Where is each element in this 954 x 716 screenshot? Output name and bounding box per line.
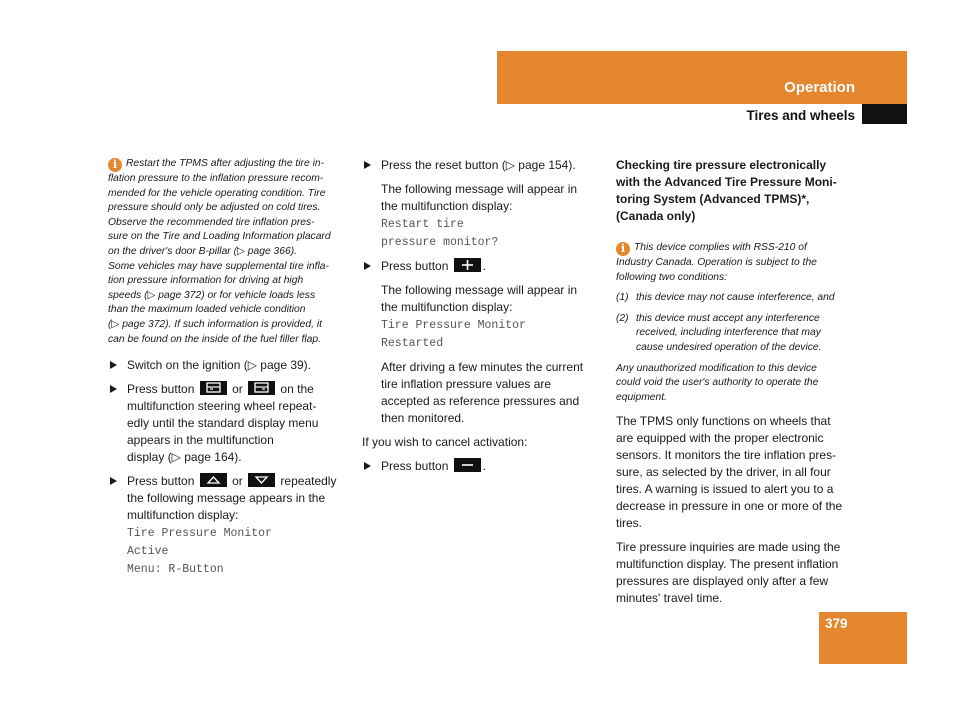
- note-line: can be found on the inside of the fuel filler flap.: [108, 333, 321, 345]
- info-icon: i: [108, 158, 122, 172]
- condition-number: (2): [616, 312, 629, 324]
- note-line: could void the user's authority to operate the: [616, 377, 819, 389]
- step-text: multifunction display:: [127, 508, 239, 523]
- body-text: pressures are displayed only after a few: [616, 574, 829, 589]
- note-line: This device complies with RSS-210 of: [634, 242, 807, 253]
- body-text: the multifunction display:: [381, 199, 513, 213]
- body-text: sure, as selected by the driver, in all four: [616, 465, 831, 480]
- note-line: equipment.: [616, 391, 667, 403]
- step-text: or: [232, 382, 243, 397]
- condition-number: (1): [616, 292, 629, 304]
- after-driving-text: [362, 359, 602, 427]
- column-2: [362, 157, 602, 482]
- minus-button-icon: [454, 458, 481, 472]
- note-line: (▷ page 372). If such information is provided, it: [108, 318, 322, 330]
- info-note: [616, 241, 858, 285]
- bullet-arrow-icon: [364, 161, 371, 169]
- note-line: pressure should only be adjusted on cold tires.: [108, 202, 321, 214]
- step-press-minus: [362, 458, 602, 475]
- note-line: Some vehicles may have supplemental tire infla-: [108, 260, 329, 272]
- body-text: tires. A warning is issued to alert you to a: [616, 482, 834, 497]
- note-line: on the driver's door B-pillar (▷ page 366).: [108, 245, 298, 257]
- note-line: speeds (▷ page 372) or for vehicle loads less: [108, 289, 316, 301]
- note-line: than the maximum loaded vehicle condition: [108, 304, 306, 316]
- body-text: After driving a few minutes the current: [381, 360, 584, 374]
- condition-text: this device may not cause interference, and: [636, 292, 835, 304]
- condition-text: this device must accept any interference: [636, 312, 820, 324]
- body-text: multifunction display. The present inflation: [616, 557, 839, 572]
- step-text: display (▷ page 164).: [127, 450, 242, 465]
- note-line: Observe the recommended tire inflation pres-: [108, 216, 315, 228]
- tpms-function-paragraph: [616, 413, 858, 532]
- note-line: Any unauthorized modification to this device: [616, 362, 817, 374]
- body-text: sensors. It monitors the tire inflation pres-: [616, 448, 837, 463]
- arrow-down-button-icon: [248, 473, 275, 487]
- display-message-line: Tire Pressure Monitor: [381, 319, 526, 332]
- info-note: [108, 157, 348, 347]
- body-text: then monitored.: [381, 411, 465, 425]
- message-description: [362, 181, 602, 251]
- column-1: [108, 157, 348, 585]
- step-text: edly until the standard display menu: [127, 416, 319, 431]
- section-heading: [616, 157, 858, 225]
- note-line: sure on the Tire and Loading Information placard: [108, 231, 331, 243]
- step-text: Press the reset button (▷ page 154).: [381, 158, 576, 172]
- condition-text: received, including interference that may: [636, 327, 821, 339]
- condition-item: [616, 291, 858, 306]
- bullet-arrow-icon: [364, 462, 371, 470]
- bullet-arrow-icon: [110, 361, 117, 369]
- condition-item: [616, 312, 858, 356]
- step-text: Press button: [381, 459, 449, 473]
- step-press-display-buttons: [108, 381, 348, 466]
- body-text: Tire pressure inquiries are made using the: [616, 540, 841, 555]
- condition-text: cause undesired operation of the device.: [636, 341, 822, 353]
- plus-button-icon: [454, 258, 481, 272]
- body-text: are equipped with the proper electronic: [616, 431, 824, 446]
- heading-line: with the Advanced Tire Pressure Moni-: [616, 175, 837, 189]
- display-message-line: Restarted: [381, 337, 444, 350]
- body-text: minutes' travel time.: [616, 591, 723, 606]
- display-message-line: Tire Pressure Monitor: [127, 527, 272, 541]
- info-icon: i: [616, 242, 630, 256]
- step-text: Press button: [127, 382, 195, 397]
- column-3: [616, 157, 858, 614]
- section-title: Operation: [784, 79, 855, 96]
- step-text: multifunction steering wheel repeat-: [127, 399, 317, 414]
- message-description: [362, 282, 602, 352]
- note-line: following two conditions:: [616, 271, 728, 283]
- heading-line: toring System (Advanced TPMS)*,: [616, 192, 810, 206]
- step-switch-ignition: [108, 357, 348, 374]
- body-text: accepted as reference pressures and: [381, 394, 580, 408]
- step-press-up-down-buttons: [108, 473, 348, 578]
- body-text: The TPMS only functions on wheels that: [616, 414, 831, 429]
- display-message-line: Active: [127, 545, 169, 559]
- body-text: tires.: [616, 516, 643, 531]
- step-text: or: [232, 474, 243, 489]
- step-text: .: [482, 259, 487, 273]
- bullet-arrow-icon: [110, 477, 117, 485]
- display-message-line: Restart tire: [381, 218, 464, 231]
- display-message-line: Menu: R-Button: [127, 563, 224, 577]
- modification-note: [616, 362, 858, 406]
- section-header: [497, 51, 907, 104]
- step-text: .: [482, 459, 487, 473]
- tire-pressure-inquiries-paragraph: [616, 539, 858, 607]
- bullet-arrow-icon: [110, 385, 117, 393]
- body-text: The following message will appear in: [381, 283, 578, 297]
- step-text: appears in the multifunction: [127, 433, 274, 448]
- note-line: mended for the vehicle operating condition. Tire: [108, 187, 326, 199]
- display-message-line: pressure monitor?: [381, 236, 499, 249]
- step-text: on the: [280, 382, 314, 397]
- body-text: decrease in pressure in one or more of the: [616, 499, 843, 514]
- body-text: tire inflation pressure values are: [381, 377, 552, 391]
- note-line: Restart the TPMS after adjusting the tire in-: [126, 158, 325, 169]
- step-text: Press button: [381, 259, 449, 273]
- note-line: tion pressure information for driving at high: [108, 275, 304, 287]
- page-number-box: [819, 612, 907, 664]
- note-line: flation pressure to the inflation pressure recom-: [108, 173, 324, 184]
- step-text: the following message appears in the: [127, 491, 326, 506]
- step-text: Switch on the ignition (▷ page 39).: [127, 358, 312, 373]
- step-press-reset: [362, 157, 602, 174]
- subsection-title: Tires and wheels: [746, 108, 855, 123]
- heading-line: (Canada only): [616, 209, 696, 223]
- bullet-arrow-icon: [364, 262, 371, 270]
- body-text: the multifunction display:: [381, 300, 513, 314]
- page-number: 379: [825, 616, 848, 631]
- arrow-up-button-icon: [200, 473, 227, 487]
- cancel-text: If you wish to cancel activation:: [362, 435, 528, 449]
- step-text: Press button: [127, 474, 195, 489]
- step-press-plus: [362, 258, 602, 275]
- step-text: repeatedly: [280, 474, 337, 489]
- section-tab-marker: [862, 104, 907, 124]
- display-page-back-icon: [200, 381, 227, 395]
- display-page-forward-icon: [248, 381, 275, 395]
- heading-line: Checking tire pressure electronically: [616, 158, 827, 172]
- note-line: Industry Canada. Operation is subject to the: [616, 257, 817, 268]
- body-text: The following message will appear in: [381, 182, 578, 196]
